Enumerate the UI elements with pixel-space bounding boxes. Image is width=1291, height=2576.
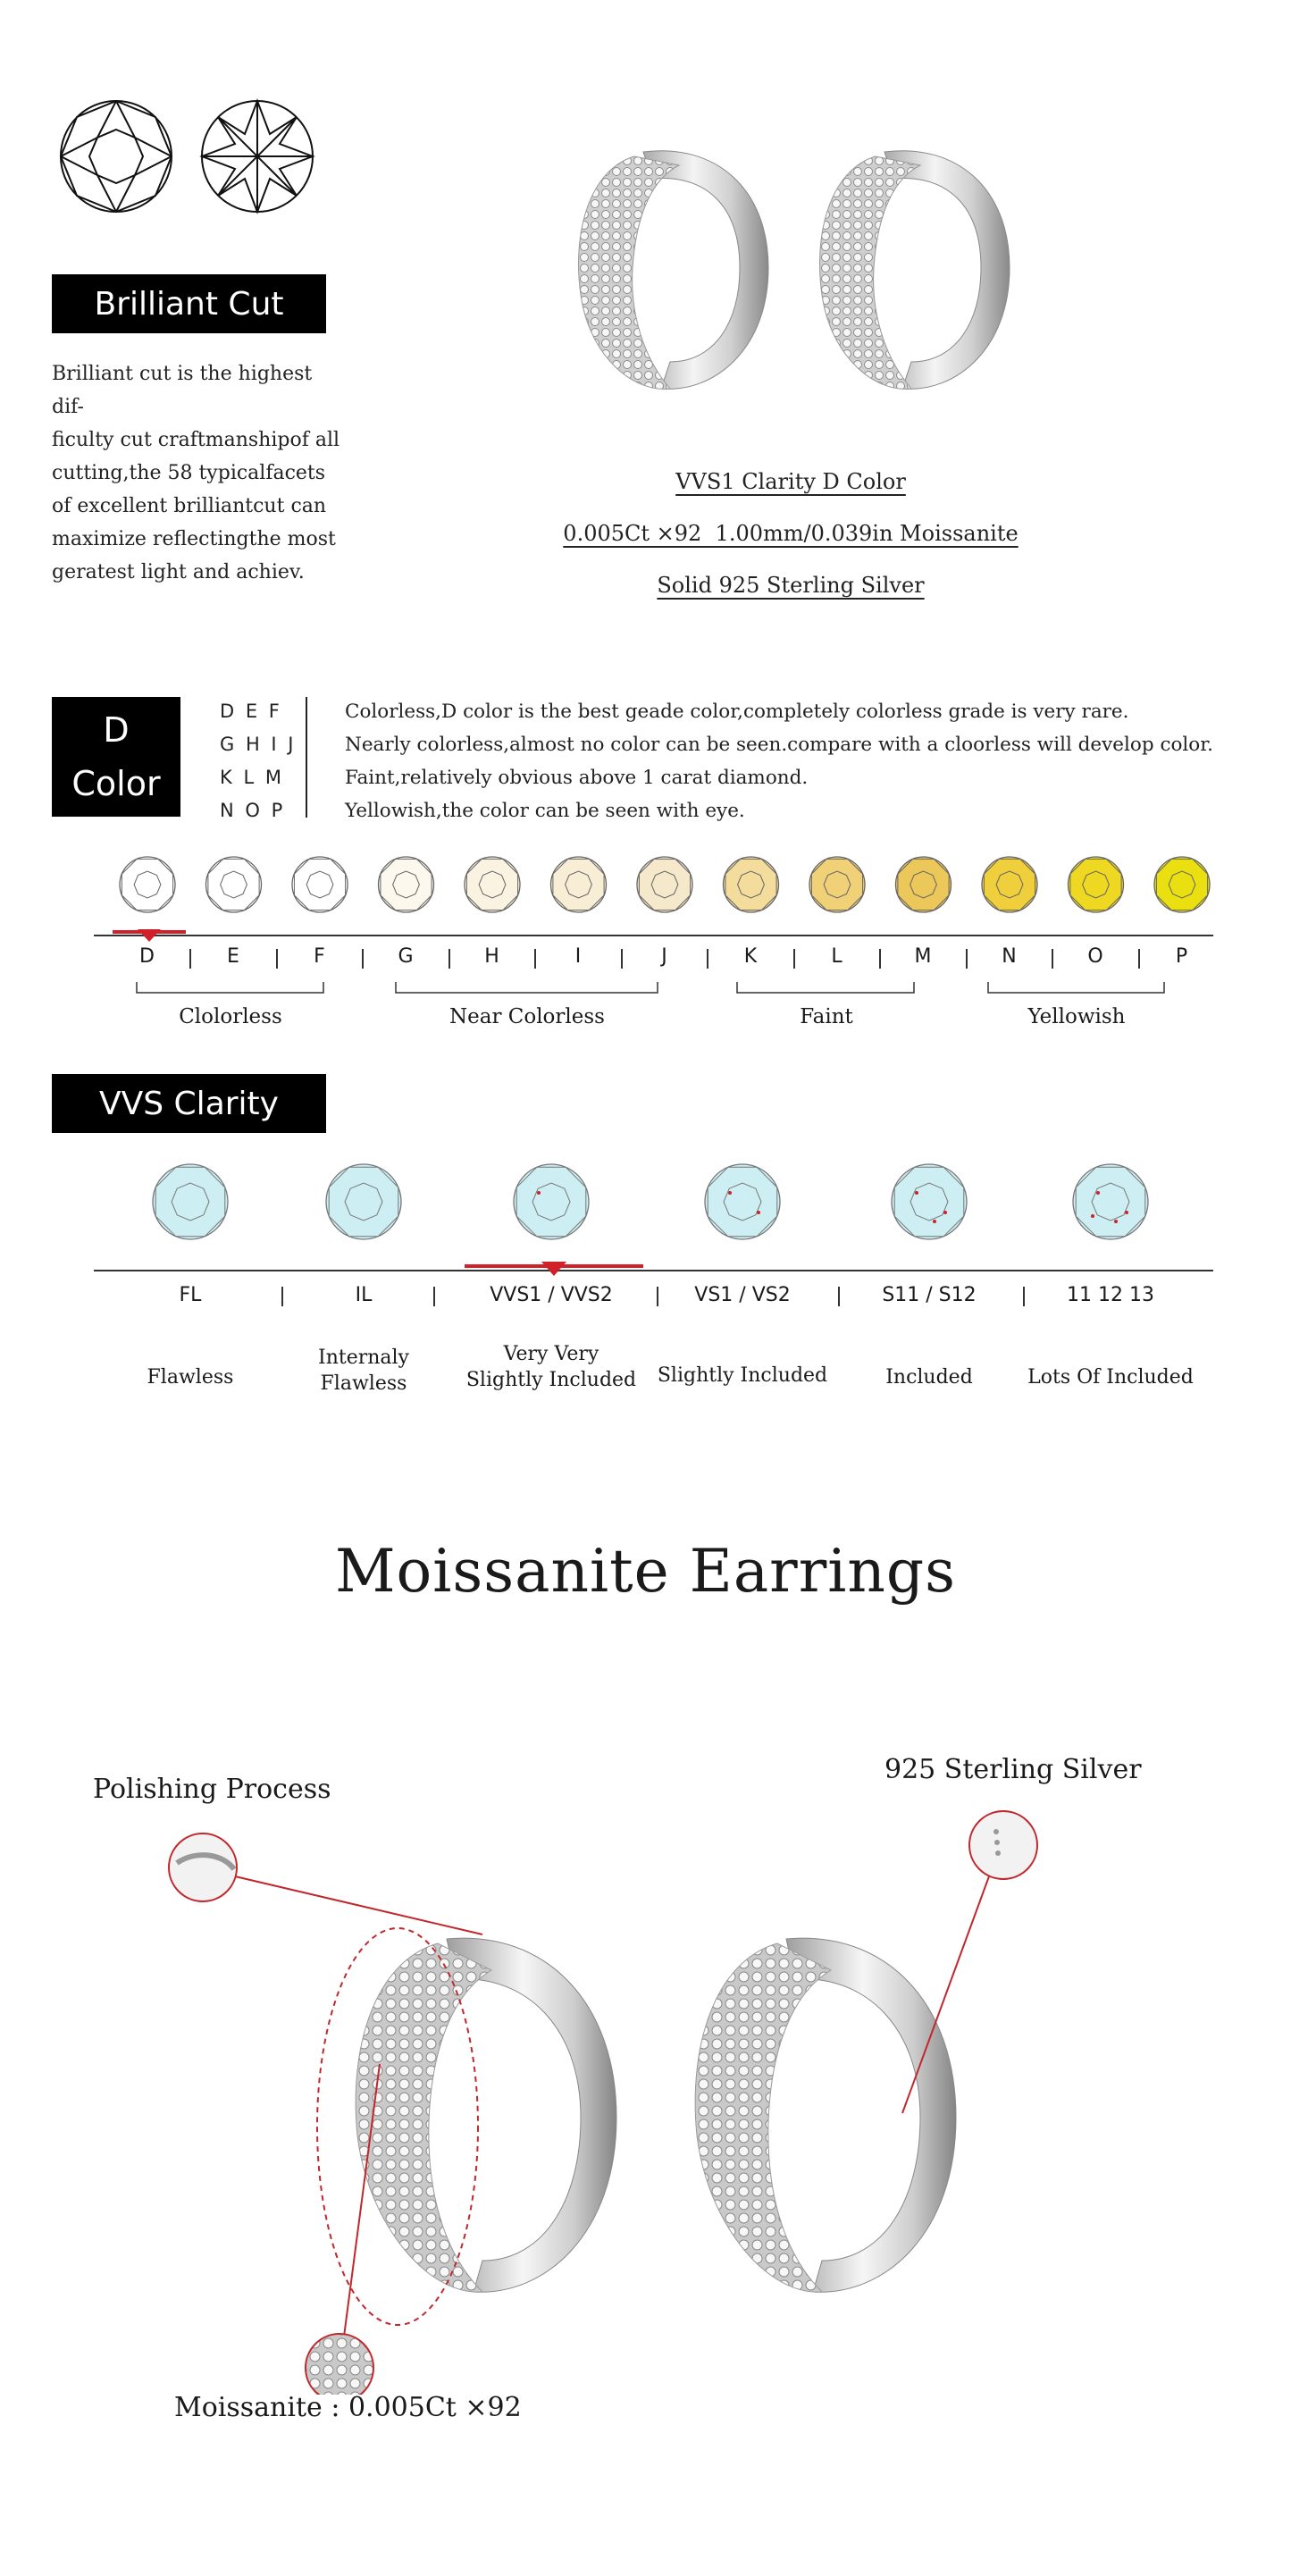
clarity-description [453, 1341, 650, 1393]
earring-left [579, 151, 769, 390]
detail-earring-left [356, 1938, 616, 2292]
color-divider [306, 697, 307, 818]
clarity-grade-label: S11 / S12 [882, 1284, 977, 1306]
grade-separator [1023, 1287, 1025, 1306]
color-grade-labels [0, 945, 1291, 981]
color-letters: D E F [220, 701, 282, 722]
group-yellowish: Yellowish [1027, 1005, 1126, 1028]
grade-separator [657, 1287, 658, 1306]
brilliant-cut-diagrams [54, 98, 340, 232]
grade-separator [448, 949, 450, 969]
grade-separator [793, 949, 795, 969]
color-grade-F: F [314, 945, 326, 968]
clarity-scale-line [94, 1270, 1213, 1271]
color-letter-groups [220, 695, 296, 827]
callout-silver-label: 925 Sterling Silver [884, 1754, 1142, 1785]
grade-separator [534, 949, 536, 969]
grade-separator [189, 949, 191, 969]
grade-separator [1138, 949, 1140, 969]
color-gem-icon [724, 857, 779, 912]
grade-separator [707, 949, 708, 969]
color-gem-icon [379, 857, 434, 912]
clarity-gem-icons [0, 1162, 1291, 1246]
desc-line: cutting,the 58 typicalfacets [52, 462, 326, 484]
brilliant-cut-description [52, 357, 347, 589]
grade-separator [433, 1287, 435, 1306]
color-grade-I: I [574, 945, 583, 968]
color-grade-P: P [1175, 945, 1189, 968]
color-letters: G H I J [220, 734, 297, 755]
vvs-clarity-title: VVS Clarity [52, 1074, 326, 1133]
clarity-description-line: Flawless [320, 1372, 407, 1395]
grade-separator [879, 949, 881, 969]
detail-earring-right [695, 1938, 956, 2292]
color-gem-icon [206, 857, 262, 912]
color-letters: K L M [220, 767, 284, 788]
product-image-detail [0, 1787, 1291, 2395]
color-grade-K: K [743, 945, 759, 968]
clarity-description-line: Slightly Included [657, 1364, 828, 1387]
grade-separator [276, 949, 278, 969]
color-desc: Colorless,D color is the best geade color,completely colorless grade is very rare. [345, 701, 1129, 723]
badge-word: Color [71, 764, 161, 803]
d-color-badge [52, 697, 180, 817]
clarity-selected-marker-icon [540, 1260, 568, 1278]
group-colorless: Clolorless [179, 1005, 282, 1028]
silver-zoom-circle [969, 1811, 1037, 1879]
color-grade-G: G [398, 945, 415, 968]
color-grade-N: N [1002, 945, 1018, 968]
color-grade-M: M [914, 945, 933, 968]
callout-polishing-label: Polishing Process [93, 1774, 331, 1805]
desc-line: geratest light and achiev. [52, 561, 305, 583]
color-gem-icon [120, 857, 175, 912]
clarity-gem-icon [326, 1164, 401, 1239]
clarity-grade-label: 11 12 13 [1067, 1284, 1154, 1306]
color-desc: Nearly colorless,almost no color can be seen.compare with a cloorless will develop color. [345, 734, 1213, 756]
grade-separator [838, 1287, 840, 1306]
clarity-grade-label: VS1 / VS2 [694, 1284, 791, 1306]
color-grade-L: L [831, 945, 843, 968]
color-letters: N O P [220, 800, 286, 821]
clarity-description-line: Included [885, 1366, 973, 1389]
grade-separator [281, 1287, 283, 1306]
clarity-grade-labels [0, 1284, 1291, 1320]
clarity-gem-icon [514, 1164, 589, 1239]
color-grade-D: D [139, 945, 155, 968]
color-grade-H: H [484, 945, 500, 968]
color-scale-line [94, 935, 1213, 936]
color-descriptions [345, 695, 1238, 827]
group-faint: Faint [800, 1005, 853, 1028]
clarity-grade-label: FL [179, 1284, 202, 1306]
color-group-brackets [0, 978, 1291, 1005]
product-specs [500, 456, 1081, 611]
color-gem-icon [292, 857, 348, 912]
clarity-grade-label: IL [355, 1284, 373, 1306]
group-near-colorless: Near Colorless [449, 1005, 605, 1028]
clarity-gem-icon [892, 1164, 967, 1239]
color-desc: Yellowish,the color can be seen with eye. [345, 800, 745, 822]
color-gem-icon [1154, 857, 1210, 912]
color-gem-icon [1069, 857, 1124, 912]
moissanite-zoom-circle [306, 2334, 373, 2395]
clarity-description-line: Lots Of Included [1027, 1366, 1194, 1389]
grade-separator [621, 949, 623, 969]
color-gem-icon [809, 857, 865, 912]
color-gem-icon [637, 857, 692, 912]
clarity-description-line: Very Very [503, 1343, 599, 1365]
color-gem-icons [0, 853, 1291, 916]
grade-separator [362, 949, 364, 969]
polishing-zoom-circle [169, 1833, 237, 1901]
clarity-description-line: Slightly Included [465, 1369, 637, 1391]
color-gem-row [0, 853, 1291, 916]
badge-letter: D [103, 710, 130, 750]
clarity-description [831, 1364, 1027, 1390]
color-grade-J: J [661, 945, 668, 968]
color-gem-icon [465, 857, 520, 912]
clarity-gem-icon [1073, 1164, 1148, 1239]
spec-metal: Solid 925 Sterling Silver [657, 573, 925, 598]
color-grade-E: E [227, 945, 240, 968]
clarity-grade-label: VVS1 / VVS2 [490, 1284, 613, 1306]
color-selected-marker-icon [136, 927, 163, 944]
desc-line: maximize reflectingthe most [52, 528, 336, 550]
color-gem-icon [896, 857, 951, 912]
clarity-description [92, 1364, 289, 1390]
clarity-description [265, 1345, 462, 1397]
brilliant-cut-title: Brilliant Cut [52, 274, 326, 333]
desc-line: of excellent brilliantcut can [52, 495, 327, 517]
desc-line: Brilliant cut is the highest dif- [52, 363, 313, 418]
spec-clarity-color: VVS1 Clarity D Color [675, 469, 906, 494]
product-title: Moissanite Earrings [334, 1537, 957, 1606]
color-gem-icon [982, 857, 1037, 912]
earring-right [820, 151, 1010, 390]
clarity-gem-row [0, 1162, 1291, 1246]
clarity-gem-icon [153, 1164, 228, 1239]
color-gem-icon [551, 857, 607, 912]
clarity-description-labels [0, 1345, 1291, 1416]
product-image-top [536, 134, 1036, 402]
clarity-description-line: Flawless [147, 1366, 234, 1389]
color-grade-O: O [1087, 945, 1104, 968]
spec-stones: 0.005Ct ×92 1.00mm/0.039in Moissanite [563, 521, 1019, 546]
clarity-description [1012, 1364, 1209, 1390]
grade-separator [966, 949, 968, 969]
grade-separator [1052, 949, 1053, 969]
desc-line: ficulty cut craftmanshipof all [52, 429, 340, 451]
callout-moissanite-label: Moissanite : 0.005Ct ×92 [174, 2392, 522, 2423]
gem-crown-icon [61, 101, 172, 212]
clarity-description [644, 1363, 841, 1389]
color-desc: Faint,relatively obvious above 1 carat diamond. [345, 767, 809, 789]
gem-pavilion-icon [202, 101, 313, 212]
clarity-description-line: Internaly [318, 1347, 409, 1369]
clarity-gem-icon [705, 1164, 780, 1239]
